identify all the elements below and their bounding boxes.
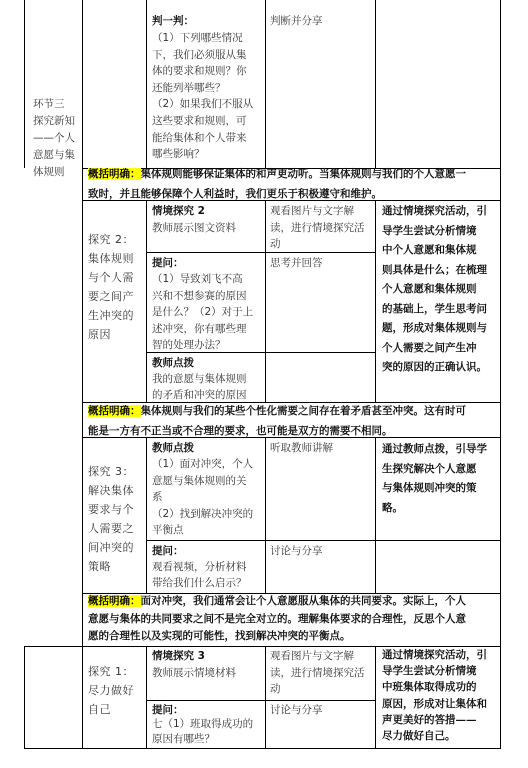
col-divider-2a xyxy=(146,0,147,168)
judge-title: 判一判： xyxy=(152,15,194,27)
table-border-bottom xyxy=(24,748,501,749)
row-line-7 xyxy=(146,540,501,541)
col-divider-4d xyxy=(375,646,376,748)
explore-1-label: 探究 1： 尽力做好 自己 xyxy=(88,665,134,716)
question-2-lines: （1）导致刘飞不高 兴和不想参赛的原因 是什么？（2）对于上 述冲突，你有哪些理 智的处理办法？ xyxy=(152,273,254,351)
table-border-left xyxy=(24,0,25,168)
col-divider-4c xyxy=(375,437,376,593)
col-divider-3c xyxy=(265,437,266,593)
summary-3-label: 概括明确： xyxy=(88,595,141,607)
guide-3-lines: （1）面对冲突，个人 意愿与集体规则的关 系 （2）找到解决冲突的 平衡点 xyxy=(152,458,254,536)
col-divider-2c xyxy=(146,437,147,593)
scene-2-activity: 观看图片与文字解 读，进行情境探究活 动 xyxy=(270,205,365,250)
scene-2-title: 情境探究 2 xyxy=(152,205,205,217)
explore-2-label: 探究 2： 集体规则 与个人需 要之间产 生冲突的 原因 xyxy=(88,233,134,341)
scene-3-activity: 观看图片与文字解 读，进行情境探究活 动 xyxy=(270,650,365,695)
col-divider-3b xyxy=(265,200,266,402)
summary-1-label: 概括明确： xyxy=(88,168,141,180)
question-3-lines: 观看视频，分析材料 带给我们什么启示？ xyxy=(152,561,247,589)
summary-1: 概括明确：集体规则能够保证集体的和声更动听。当集体规则与我们的个人意愿一 致时，并且能够保障个人利益时，我们更乐于积极遵守和维护。 xyxy=(88,168,466,200)
question-3-activity: 讨论与分享 xyxy=(270,545,323,557)
summary-2-label: 概括明确： xyxy=(88,405,141,417)
question-4-title: 提问： xyxy=(152,704,184,716)
row-line-10 xyxy=(146,700,376,701)
guide-2-lines: 我的意愿与集体规则 的矛盾和冲突的原因 xyxy=(152,373,247,401)
col-divider-1 xyxy=(82,0,83,748)
col-divider-4a xyxy=(375,0,376,168)
guide-2-title: 教师点拨 xyxy=(152,357,194,369)
question-4-lines: 七（1）班取得成功的 原因有哪些？ xyxy=(152,718,254,745)
col-divider-3d xyxy=(265,646,266,748)
question-2-title: 提问： xyxy=(152,257,184,269)
scene-2-text: 教师展示图文资料 xyxy=(152,222,236,234)
question-3-title: 提问： xyxy=(152,545,184,557)
scene-3-text: 教师展示情境材料 xyxy=(152,667,236,679)
explore-3-label: 探究 3： 解决集体 要求与个 人需要之 间冲突的 策略 xyxy=(88,465,134,573)
table-border-left-bottom xyxy=(24,646,25,748)
summary-2: 概括明确：集体规则与我们的某些个性化需要之间存在着矛盾甚至冲突。这有时可 能是一方有不正当或不合理的要求，也可能是双方的需要不相同。 xyxy=(88,405,466,437)
explore-2-intent: 通过情境探究活动，引 导学生尝试分析情境 中个人意愿和集体规 则具体是什么；在梳理 个人意愿和集体规则 的基础上，学生思考问 题，形成对集体规则与 个人需要之间产生冲 突的原因的正确认识。 xyxy=(382,205,487,373)
question-2-activity: 思考并回答 xyxy=(270,257,323,269)
scene-3-title: 情境探究 3 xyxy=(152,650,205,662)
guide-3-title: 教师点拨 xyxy=(152,442,194,454)
col-divider-4b xyxy=(375,200,376,402)
explore-3-intent: 通过教师点拨，引导学 生探究解决个人意愿 与集体规则冲突的策 略。 xyxy=(382,443,487,514)
guide-3-activity: 听取教师讲解 xyxy=(270,442,333,454)
col-divider-2d xyxy=(146,646,147,748)
judge-questions: （1）下列哪些情况 下，我们必须服从集 体的要求和规则？你 还能列举哪些？ （2）如果我们不服从 这些要求和规则，可 能给集体和个人带来 哪些影响？ xyxy=(152,32,254,161)
table-border-right xyxy=(500,0,501,748)
judge-activity: 判断并分享 xyxy=(270,15,323,27)
summary-3: 概括明确：面对冲突，我们通常会让个人意愿服从集体的共同要求。实际上，个人 意愿与集体的共同要求之间不是完全对立的。理解集体要求的合理性，反思个人意 愿的合理性以及实现的可能性，找到解决冲突的平衡点。 xyxy=(88,595,466,642)
col-divider-2b xyxy=(146,200,147,402)
question-4-activity: 讨论与分享 xyxy=(270,704,323,716)
col-divider-3a xyxy=(265,0,266,168)
section-label: 环节三 探究新知 ——个人 意愿与集 体规则 xyxy=(33,98,75,178)
explore-1-intent: 通过情境探究活动，引 导学生尝试分析情境 中班集体取得成功的 原因，形成对让集体和 声更美好的答措—— 尽力做好自己。 xyxy=(382,649,487,743)
